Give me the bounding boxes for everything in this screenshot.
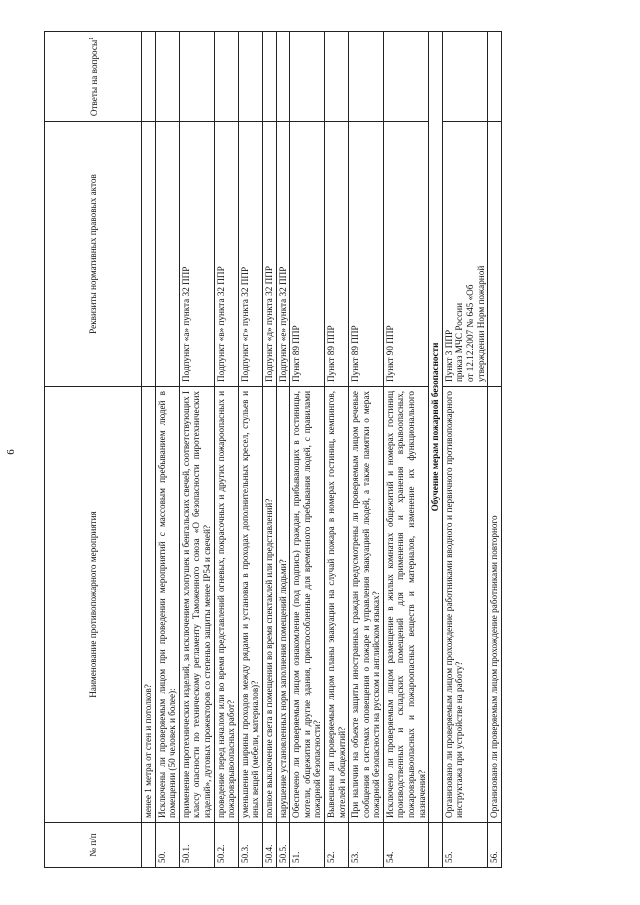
- row-legal-reference: Пункт 90 ППР: [383, 122, 428, 387]
- table-row: [238, 32, 262, 868]
- row-legal-reference: Пункт 89 ППР: [349, 122, 384, 387]
- row-measure-text: менее 1 метра от стен и потолков?: [142, 387, 156, 823]
- footnote-mark: 1: [88, 36, 95, 40]
- table-row: [262, 32, 276, 868]
- row-answer-cell: [262, 32, 276, 122]
- row-legal-reference: [488, 122, 502, 387]
- row-number: 54.: [383, 823, 428, 868]
- header-number: № п/п: [45, 823, 142, 868]
- table-row: [488, 32, 502, 868]
- row-legal-reference: Подпункт «г» пункта 32 ППР: [238, 122, 262, 387]
- table-row: [383, 32, 428, 868]
- row-answer-cell: [324, 32, 348, 122]
- header-legal-references: Реквизиты нормативных правовых актов: [45, 122, 142, 387]
- table-row: [155, 32, 179, 868]
- row-answer-cell: [349, 32, 384, 122]
- row-number: [142, 823, 156, 868]
- row-legal-reference: Подпункт «в» пункта 32 ППР: [214, 122, 238, 387]
- row-legal-reference: [142, 122, 156, 387]
- row-answer-cell: [238, 32, 262, 122]
- header-measure-name: Наименование противопожарного мероприятия: [45, 387, 142, 823]
- row-measure-text: При наличии на объекте защиты иностранных граждан предусмотрены ли проверяемым лицом речевые сообщения в системах оповещения о пожаре и управления эвакуацией людей, а также памятки о мерах пожарной безопасности на русском и английском языках?: [349, 387, 384, 823]
- row-number: 55.: [442, 823, 487, 868]
- row-number: 50.4.: [262, 823, 276, 868]
- row-legal-reference: Подпункт «а» пункта 32 ППР: [179, 122, 214, 387]
- row-number: 50.1.: [179, 823, 214, 868]
- section-title: Обучение мерам пожарной безопасности: [429, 32, 443, 823]
- row-legal-reference: Подпункт «д» пункта 32 ППР: [262, 122, 276, 387]
- row-answer-cell: [179, 32, 214, 122]
- table-row: [142, 32, 156, 868]
- row-number: 50.2.: [214, 823, 238, 868]
- row-number: 50.: [155, 823, 179, 868]
- page-number: 6: [5, 449, 17, 455]
- table-row: [214, 32, 238, 868]
- row-measure-text: нарушение установленных норм заполнения помещений людьми?: [276, 387, 290, 823]
- row-measure-text: применение пиротехнических изделий, за исключением хлопушек и бенгальских свечей, соответствующих I классу опасности по техническому регламенту Таможенного союза «О безопасности пиротехнических изделий», дуговых прожекторов со степенью защиты менее IP54 и свечей?: [179, 387, 214, 823]
- table-row: [290, 32, 325, 868]
- row-number: 52.: [324, 823, 348, 868]
- row-measure-text: Обеспечено ли проверяемым лицом ознакомление (под подпись) граждан, прибывающих в гостиницы, мотели, общежития и другие здания, приспособленные для временного пребывания людей, с правилами пожарной безопасности?: [290, 387, 325, 823]
- row-number: 51.: [290, 823, 325, 868]
- row-answer-cell: [488, 32, 502, 122]
- table-header-row: [45, 32, 142, 868]
- row-answer-cell: [442, 32, 487, 122]
- row-answer-cell: [155, 32, 179, 122]
- row-measure-text: Организовано ли проверяемым лицом прохождение работниками повторного: [488, 387, 502, 823]
- section-number-cell: [429, 823, 443, 868]
- row-measure-text: Исключены ли проверяемым лицом при проведении мероприятий с массовым пребыванием людей в помещении (50 человек и более):: [155, 387, 179, 823]
- row-legal-reference: [155, 122, 179, 387]
- row-legal-reference: Пункт 89 ППР: [324, 122, 348, 387]
- table-row: [276, 32, 290, 868]
- row-number: 50.5.: [276, 823, 290, 868]
- fire-safety-checklist-table: [44, 31, 502, 868]
- row-measure-text: Вывешены ли проверяемым лицом планы эвакуации на случай пожара в номерах гостиниц, кемпингов, мотелей и общежитий?: [324, 387, 348, 823]
- row-legal-reference: Подпункт «е» пункта 32 ППР: [276, 122, 290, 387]
- row-number: 56.: [488, 823, 502, 868]
- row-number: 53.: [349, 823, 384, 868]
- table-row: [179, 32, 214, 868]
- header-answers: [45, 32, 142, 122]
- header-answers-label: Ответы на вопросы: [88, 39, 99, 117]
- row-answer-cell: [214, 32, 238, 122]
- row-answer-cell: [383, 32, 428, 122]
- table-row: [442, 32, 487, 868]
- row-answer-cell: [290, 32, 325, 122]
- row-measure-text: полное выключение света в помещении во время спектаклей или представлений?: [262, 387, 276, 823]
- row-answer-cell: [276, 32, 290, 122]
- row-number: 50.3.: [238, 823, 262, 868]
- row-answer-cell: [142, 32, 156, 122]
- rotated-page-content: [44, 32, 614, 868]
- row-legal-reference: Пункт 3 ППР приказ МЧС России от 12.12.2007 № 645 «Об утверждении Норм пожарной: [442, 122, 487, 387]
- section-header-row: [429, 32, 443, 868]
- table-row: [324, 32, 348, 868]
- row-legal-reference: Пункт 89 ППР: [290, 122, 325, 387]
- row-measure-text: проведение перед началом или во время представлений огневых, покрасочных и других пожароопасных и пожаровзрывоопасных работ?: [214, 387, 238, 823]
- row-measure-text: уменьшение ширины проходов между рядами и установка в проходах дополнительных кресел, стульев и иных вещей (мебели, материалов)?: [238, 387, 262, 823]
- row-measure-text: Организовано ли проверяемым лицом прохождение работниками вводного и первичного противопожарного инструктажа при устройстве на работу?: [442, 387, 487, 823]
- table-row: [349, 32, 384, 868]
- row-measure-text: Исключено ли проверяемым лицом размещение в жилых комнатах общежитий и номерах гостиниц производственных и складских помещений для применения и хранения взрывоопасных, пожаровзрывоопасных и пожароопасных веществ и материалов, изменение их функционального назначения?: [383, 387, 428, 823]
